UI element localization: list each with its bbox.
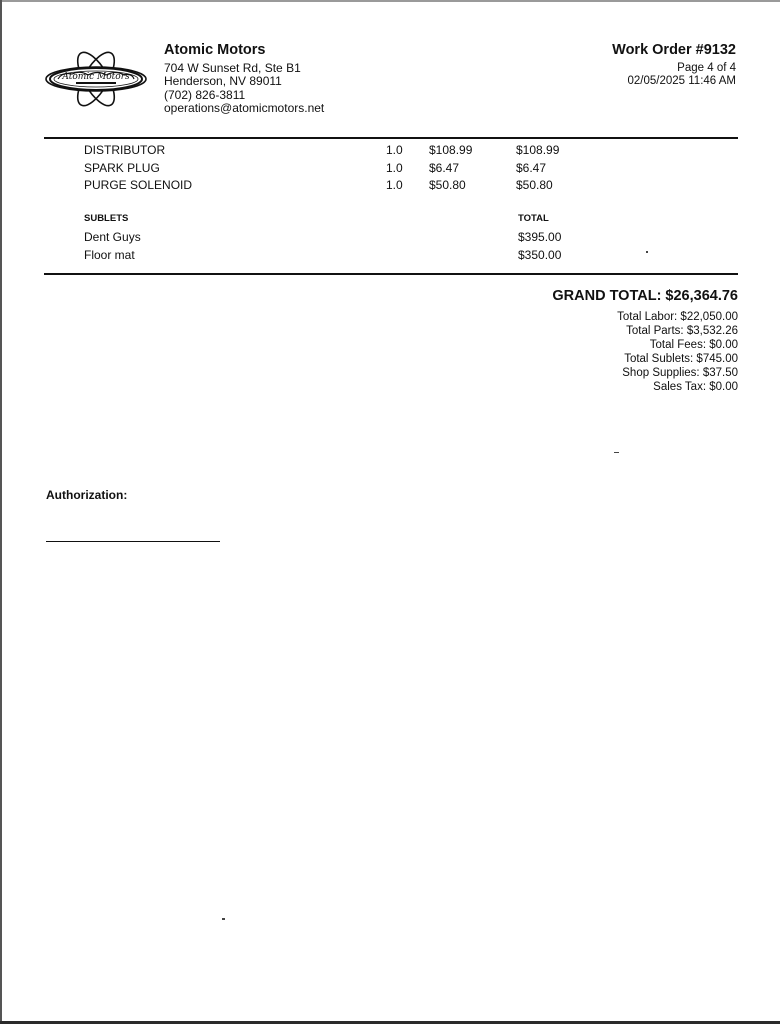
table-row [84, 161, 644, 179]
part-total: $50.80 [516, 178, 553, 192]
sublet-total: $395.00 [518, 230, 562, 244]
parts-list [84, 143, 644, 196]
scan-edge-top [0, 0, 780, 2]
sublets-header: SUBLETS [84, 213, 129, 224]
part-price: $50.80 [429, 178, 466, 192]
atomic-motors-logo-icon [42, 46, 150, 112]
company-email: operations@atomicmotors.net [164, 101, 325, 115]
total-labor: Total Labor: $22,050.00 [617, 311, 738, 323]
part-name: DISTRIBUTOR [84, 143, 166, 157]
company-address-line2: Henderson, NV 89011 [164, 74, 282, 88]
sublet-name: Dent Guys [84, 230, 141, 244]
total-fees: Total Fees: $0.00 [649, 339, 738, 351]
company-phone: (702) 826-3811 [164, 87, 246, 102]
part-name: SPARK PLUG [84, 160, 160, 175]
header-divider [44, 137, 738, 139]
part-qty: 1.0 [386, 143, 403, 157]
sales-tax: Sales Tax: $0.00 [653, 381, 738, 393]
company-name: Atomic Motors [164, 42, 266, 58]
table-row [84, 230, 644, 248]
sublets-list [84, 230, 644, 265]
part-qty: 1.0 [386, 160, 403, 175]
work-order-datetime: 02/05/2025 11:46 AM [627, 75, 736, 87]
sublet-total: $350.00 [518, 247, 562, 262]
shop-supplies: Shop Supplies: $37.50 [622, 367, 738, 379]
scan-speck [222, 918, 225, 920]
part-qty: 1.0 [386, 178, 403, 192]
company-address-line1: 704 W Sunset Rd, Ste B1 [164, 60, 301, 75]
logo-text: Atomic Motors [62, 72, 130, 82]
table-row [84, 143, 644, 161]
company-info [164, 44, 324, 116]
authorization-label: Authorization: [46, 488, 128, 502]
part-total: $6.47 [516, 160, 547, 175]
part-name: PURGE SOLENOID [84, 178, 193, 192]
scan-speck [646, 251, 648, 253]
total-parts: Total Parts: $3,532.26 [626, 325, 738, 337]
table-row [84, 248, 644, 266]
signature-line [46, 541, 220, 542]
page-number: Page 4 of 4 [677, 61, 736, 74]
part-total: $108.99 [516, 143, 560, 157]
sublets-header-row [84, 213, 644, 225]
grand-total: GRAND TOTAL: $26,364.76 [552, 288, 738, 304]
sublet-name: Floor mat [84, 247, 135, 262]
work-order-info [612, 44, 736, 89]
work-order-title: Work Order #9132 [612, 42, 736, 58]
totals-summary [617, 310, 738, 394]
part-price: $108.99 [429, 143, 473, 157]
total-sublets: Total Sublets: $745.00 [624, 353, 738, 365]
scan-edge-left [0, 0, 2, 1024]
table-row [84, 178, 644, 196]
sublets-total-header: TOTAL [518, 213, 549, 224]
scan-speck [614, 452, 619, 453]
part-price: $6.47 [429, 160, 460, 175]
items-divider [44, 273, 738, 275]
